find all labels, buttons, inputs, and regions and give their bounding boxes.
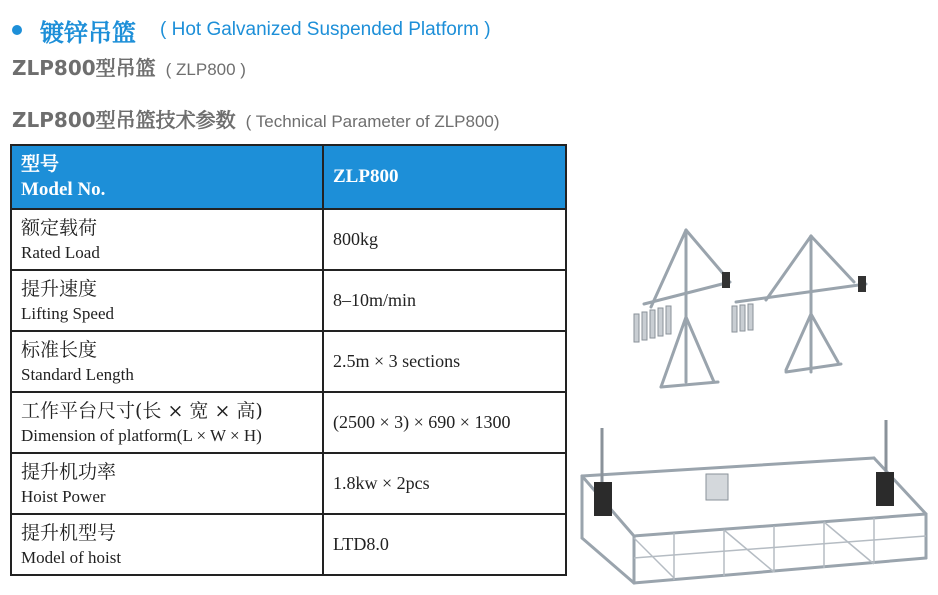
- table-row: [11, 209, 566, 270]
- row-label-cn: 标准长度: [21, 338, 98, 361]
- model-line-light: ( ZLP800 ): [165, 60, 246, 79]
- suspension-mechanism-image: [626, 222, 916, 402]
- row-label-cn: 提升机功率: [21, 460, 117, 483]
- title-cn: 镀锌吊篮: [40, 18, 136, 47]
- table-header-row: [11, 145, 566, 209]
- row-value: LTD8.0: [323, 514, 566, 575]
- suspended-platform-image: [574, 418, 934, 588]
- row-label-en: Standard Length: [21, 364, 134, 384]
- header-label-cn: 型号: [21, 154, 60, 175]
- row-value: 800kg: [323, 209, 566, 270]
- spec-table: [10, 144, 567, 576]
- table-row: [11, 392, 566, 453]
- header-value-cell: ZLP800: [323, 145, 566, 209]
- row-label-cell: [11, 453, 323, 514]
- row-label-cell: [11, 209, 323, 270]
- row-label-en: Dimension of platform(L × W × H): [21, 425, 262, 445]
- title-en: ( Hot Galvanized Suspended Platform ): [160, 19, 491, 40]
- row-value: (2500 × 3) × 690 × 1300: [323, 392, 566, 453]
- model-line: [12, 52, 246, 80]
- row-label-cell: [11, 270, 323, 331]
- table-row: [11, 270, 566, 331]
- bullet-icon: [12, 25, 22, 35]
- model-line-bold: ZLP800型吊篮: [12, 56, 156, 80]
- header-label-cell: [11, 145, 323, 209]
- row-label-cell: [11, 514, 323, 575]
- row-label-cn: 额定载荷: [21, 216, 98, 239]
- page-heading: [12, 14, 491, 46]
- row-label-en: Hoist Power: [21, 486, 106, 506]
- table-row: [11, 514, 566, 575]
- row-label-en: Lifting Speed: [21, 303, 115, 323]
- params-line: [12, 104, 500, 132]
- row-value: 2.5m × 3 sections: [323, 331, 566, 392]
- row-label-cn: 工作平台尺寸(长 × 宽 × 高): [21, 399, 263, 422]
- row-value: 1.8kw × 2pcs: [323, 453, 566, 514]
- row-label-cell: [11, 331, 323, 392]
- table-row: [11, 331, 566, 392]
- header-label-en: Model No.: [21, 179, 106, 200]
- table-row: [11, 453, 566, 514]
- params-line-bold: ZLP800型吊篮技术参数: [12, 108, 236, 132]
- row-label-cn: 提升机型号: [21, 521, 117, 544]
- row-label-en: Rated Load: [21, 242, 100, 262]
- row-value: 8–10m/min: [323, 270, 566, 331]
- params-line-light: ( Technical Parameter of ZLP800): [245, 112, 500, 131]
- row-label-cell: [11, 392, 323, 453]
- row-label-cn: 提升速度: [21, 277, 98, 300]
- row-label-en: Model of hoist: [21, 547, 122, 567]
